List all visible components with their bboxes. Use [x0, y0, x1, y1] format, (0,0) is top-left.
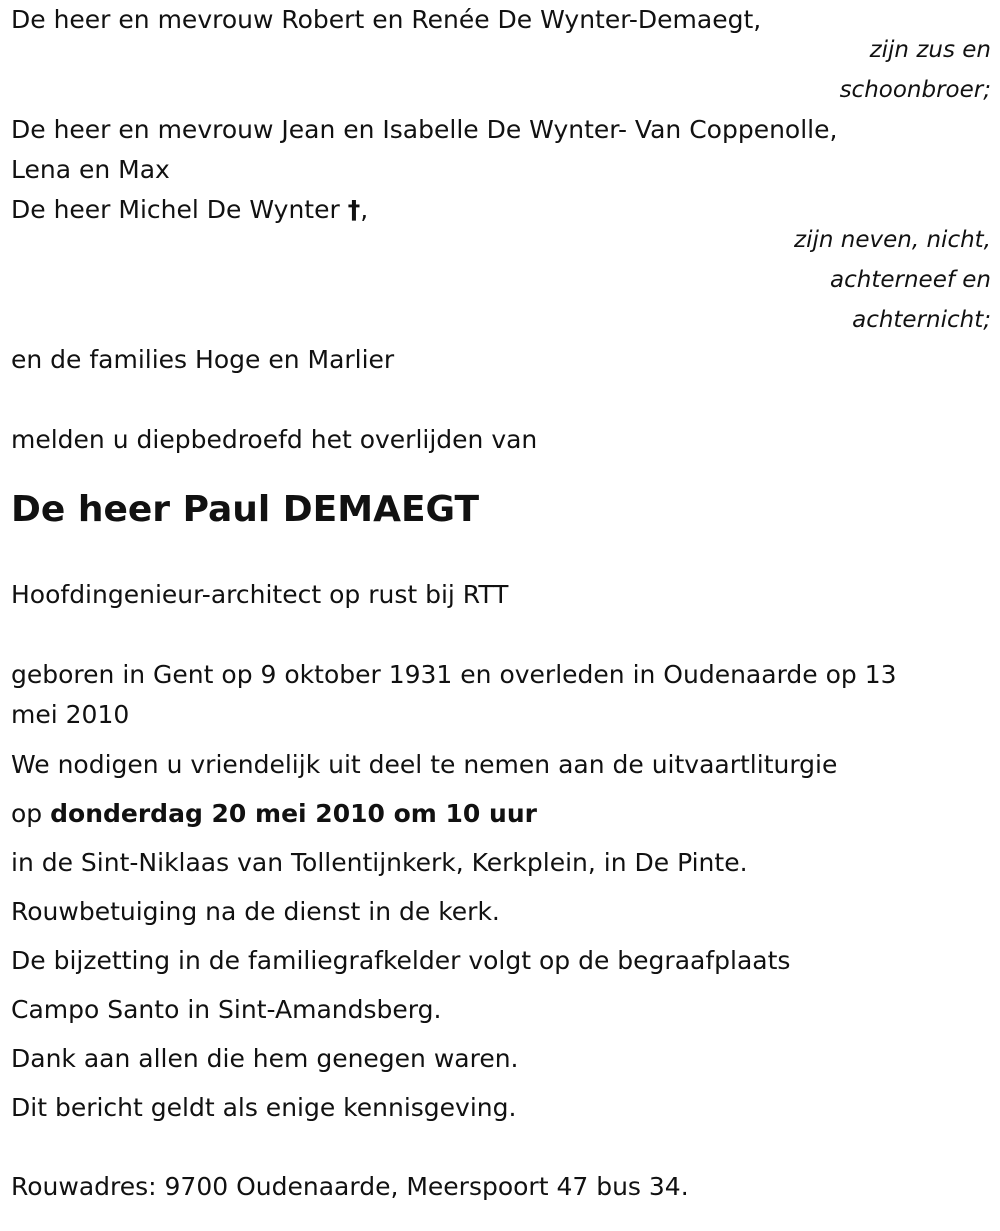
family-line-5: en de families Hoge en Marlier	[11, 345, 395, 374]
thanks: Dank aan allen die hem genegen waren.	[11, 1044, 519, 1073]
family-line-4-text: De heer Michel De Wynter	[11, 195, 340, 224]
burial-line-2: Campo Santo in Sint-Amandsberg.	[11, 995, 442, 1024]
service-date-line	[11, 789, 991, 838]
spacer	[11, 380, 991, 420]
cross-icon: †	[347, 195, 361, 224]
obituary-document	[11, 0, 991, 1211]
relation-2b: achterneef en	[830, 267, 991, 293]
spacer	[11, 615, 991, 655]
relation-1a: zijn zus en	[869, 37, 991, 63]
spacer	[11, 535, 991, 575]
spacer	[11, 460, 991, 480]
burial-line-1: De bijzetting in de familiegrafkelder volgt op de begraafplaats	[11, 946, 791, 975]
deceased-name: De heer Paul DEMAEGT	[11, 489, 480, 530]
mourning-address: Rouwadres: 9700 Oudenaarde, Meerspoort 47 bus 34.	[11, 1172, 689, 1201]
relation-2c: achternicht;	[852, 307, 991, 333]
notice: Dit bericht geldt als enige kennisgeving.	[11, 1093, 517, 1122]
family-line-2: De heer en mevrouw Jean en Isabelle De Wynter- Van Coppenolle,	[11, 115, 838, 144]
relation-2a: zijn neven, nicht,	[794, 227, 991, 253]
announcement: melden u diepbedroefd het overlijden van	[11, 425, 538, 454]
deceased-title: Hoofdingenieur-architect op rust bij RTT	[11, 580, 509, 609]
service-date: donderdag 20 mei 2010 om 10 uur	[50, 799, 537, 828]
spacer	[11, 1132, 991, 1162]
relation-1b: schoonbroer;	[839, 77, 991, 103]
birth-death: geboren in Gent op 9 oktober 1931 en overleden in Oudenaarde op 13 mei 2010	[11, 660, 897, 729]
service-location: in de Sint-Niklaas van Tollentijnkerk, Kerkplein, in De Pinte.	[11, 848, 748, 877]
family-line-4-comma: ,	[360, 195, 369, 224]
family-line-1: De heer en mevrouw Robert en Renée De Wynter-Demaegt,	[11, 5, 762, 34]
service-condolence: Rouwbetuiging na de dienst in de kerk.	[11, 897, 500, 926]
family-line-3: Lena en Max	[11, 155, 170, 184]
service-invite: We nodigen u vriendelijk uit deel te nemen aan de uitvaartliturgie	[11, 750, 838, 779]
service-date-prefix: op	[11, 799, 43, 828]
